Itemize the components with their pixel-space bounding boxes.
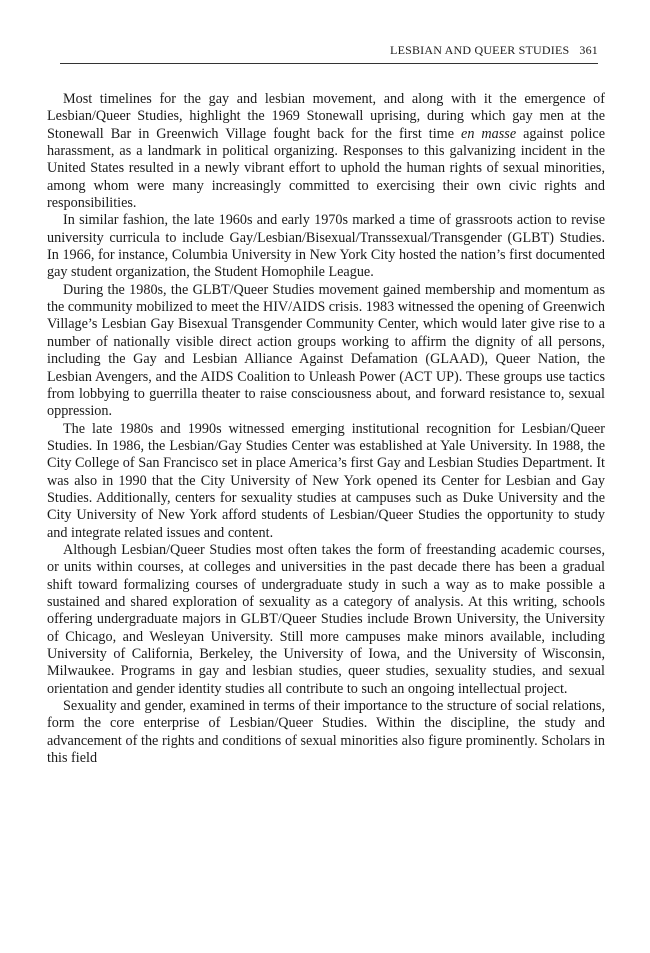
- running-header: [60, 43, 598, 61]
- paragraph-3: During the 1980s, the GLBT/Queer Studies movement gained membership and momentum as the community mobilized to meet the HIV/AIDS crisis. 1983 witnessed the opening of Greenwich Village’s Lesbian Gay Bisexual Transgender Community Center, which would later give rise to a number of nationally visible direct action groups working to affirm the dignity of all persons, including the Gay and Lesbian Alliance Against Defamation (GLAAD), Queer Nation, the Lesbian Avengers, and the AIDS Coalition to Unleash Power (ACT UP). These groups use tactics from lobbying to guerrilla theater to raise consciousness about, and forward resistance to, sexual oppression.: [47, 281, 605, 420]
- paragraph-1-part-2: against police harassment, as a landmark in political organizing. Responses to this galvanizing incident in the United States resulted in a newly vibrant effort to uphold the human rights of sexual minorities, among whom were many increasingly committed to exercising their own civic rights and responsibilities.: [47, 125, 605, 212]
- paragraph-1: [47, 91, 605, 212]
- body-text: [47, 91, 605, 767]
- paragraph-2: In similar fashion, the late 1960s and early 1970s marked a time of grassroots action to revise university curricula to include Gay/Lesbian/Bisexual/​Transsexual/Transgender (GLBT) Studies. In 1966, for instance, Columbia University in New York City hosted the nation’s first documented gay student organization, the Student Homophile League.: [47, 212, 605, 281]
- paragraph-4: The late 1980s and 1990s witnessed emerging institutional recognition for Lesbian/Queer Studies. In 1986, the Lesbian/Gay Studies Center was established at Yale University. In 1988, the City College of San Francisco set in place America’s first Gay and Lesbian Studies Department. It was also in 1990 that the City University of New York opened its Center for Lesbian and Gay Studies. Additionally, centers for sexuality studies at campuses such as Duke University and the City University of New York afford students of Lesbian/Queer Studies the opportunity to study and integrate related issues and content.: [47, 420, 605, 541]
- page-number: 361: [579, 43, 598, 57]
- paragraph-1-part-1: Most timelines for the gay and lesbian movement, and along with it the emergence of Lesbian/Queer Studies, highlight the 1969 Stonewall uprising, during which gay men at the Stonewall Bar in Greenwich Village fought back for the first time: [47, 91, 605, 142]
- paragraph-5: Although Lesbian/Queer Studies most often takes the form of freestanding academic courses, or units within courses, at colleges and universities in the past decade there has been a gradual shift toward formalizing courses of undergraduate study in such a way as to make possible a sustained and shared exploration of sexuality as a category of analysis. At this writing, schools offering undergraduate majors in GLBT/Queer Studies include Brown University, the University of Chicago, and Wesleyan University. Still more campuses make minors available, including University of California, Berkeley, the University of Iowa, and the University of Wisconsin, Milwaukee. Programs in gay and lesbian studies, queer studies, sexuality studies, and sexual orientation and gender identity studies all contribute to such an ongoing intellectual project.: [47, 541, 605, 697]
- running-title: LESBIAN AND QUEER STUDIES: [390, 43, 570, 57]
- paragraph-6: Sexuality and gender, examined in terms of their importance to the structure of social relations, form the core enterprise of Lesbian/Queer Studies. Within the discipline, the study and advancement of the rights and conditions of sexual minorities also figure prominently. Scholars in this field: [47, 698, 605, 767]
- paragraph-1-emphasis: en masse: [461, 125, 517, 142]
- header-rule: [60, 63, 598, 64]
